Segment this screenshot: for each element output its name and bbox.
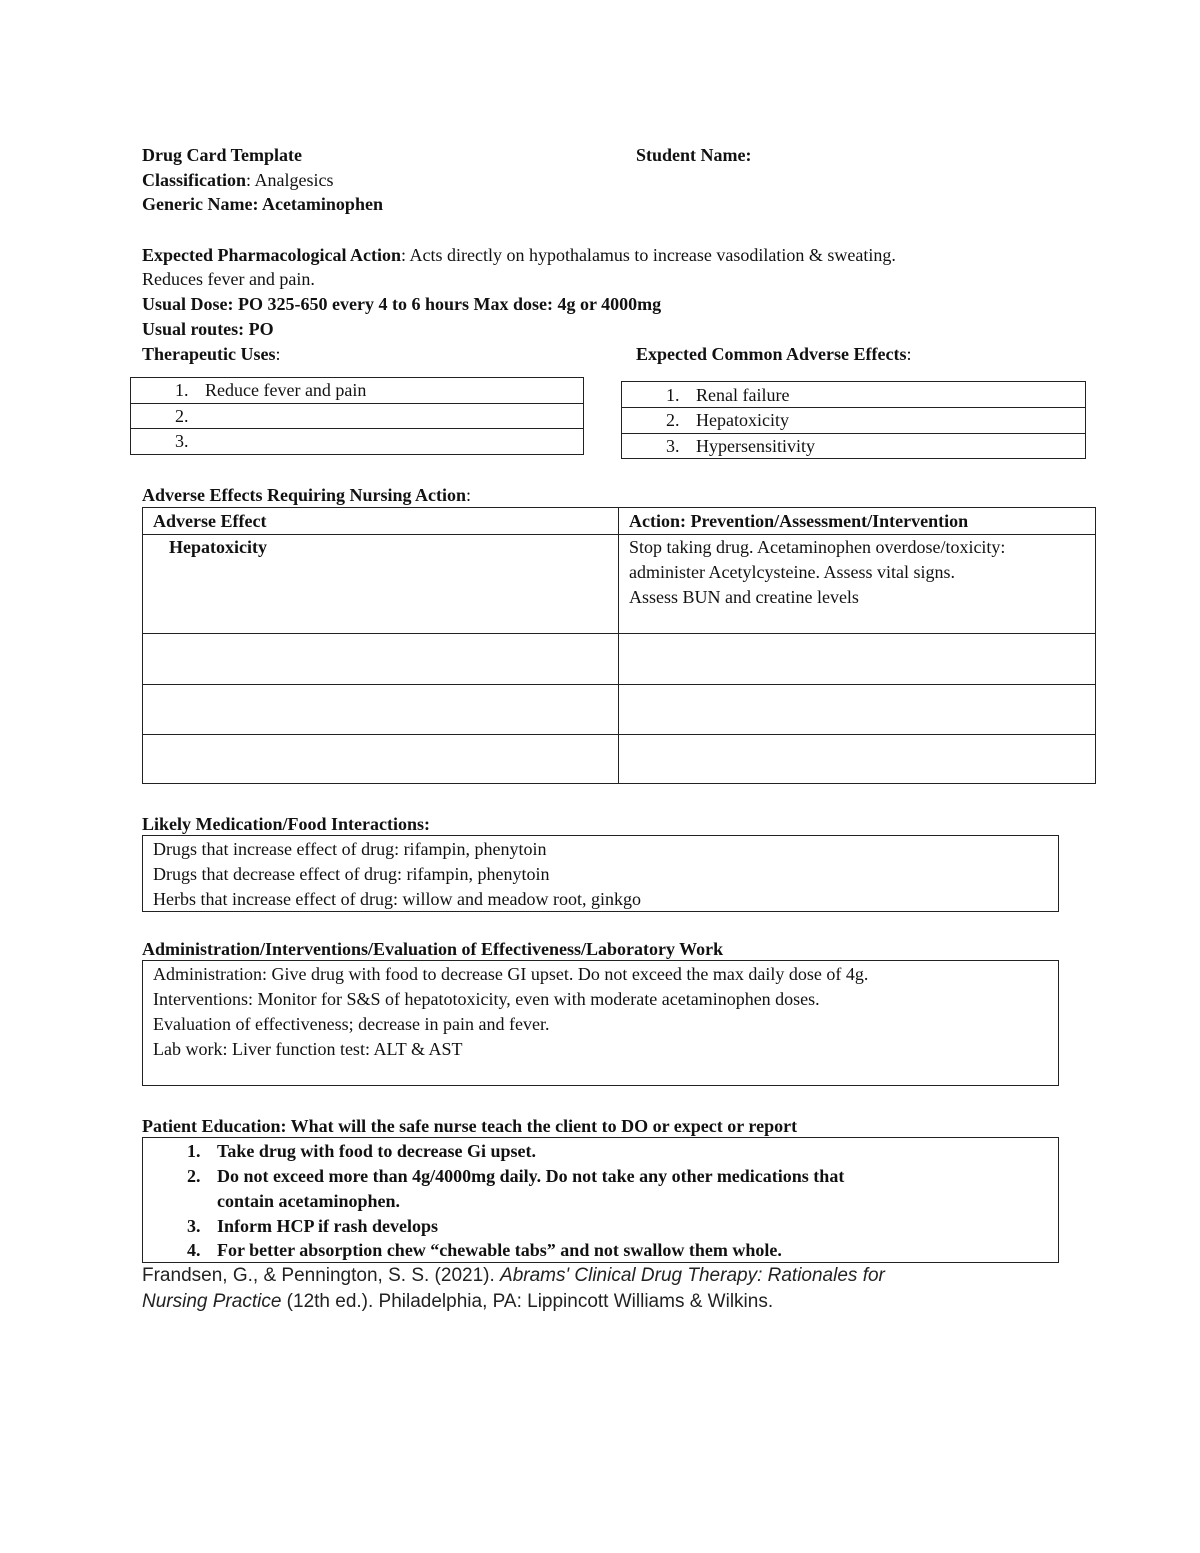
action-cell-line-1: Stop taking drug. Acetaminophen overdose/toxicity: [629, 537, 1006, 557]
therapeutic-uses-table [130, 377, 584, 455]
administration-line-2: Interventions: Monitor for S&S of hepatotoxicity, even with moderate acetaminophen doses. [153, 989, 820, 1009]
adverse-effect-cell: Hepatoxicity [169, 537, 267, 557]
reference-line-2: Nursing Practice (12th ed.). Philadelphia, PA: Lippincott Williams & Wilkins. [142, 1291, 774, 1312]
interaction-line-3: Herbs that increase effect of drug: willow and meadow root, ginkgo [153, 889, 642, 909]
therapeutic-use-1: 1. Reduce fever and pain [175, 380, 367, 400]
interactions-label: Likely Medication/Food Interactions: [142, 814, 430, 834]
therapeutic-use-2: 2. [175, 406, 189, 426]
usual-routes: Usual routes: PO [142, 319, 274, 339]
usual-dose: Usual Dose: PO 325-650 every 4 to 6 hours Max dose: 4g or 4000mg [142, 294, 662, 314]
col-header-action: Action: Prevention/Assessment/Intervention [629, 511, 969, 531]
interaction-line-1: Drugs that increase effect of drug: rifampin, phenytoin [153, 839, 547, 859]
interactions-box [142, 835, 1059, 912]
pharm-action: Expected Pharmacological Action: Acts directly on hypothalamus to increase vasodilation & sweating. [142, 245, 896, 265]
common-adverse-1: 1. Renal failure [666, 385, 790, 405]
action-cell-line-2: administer Acetylcysteine. Assess vital signs. [629, 562, 955, 582]
education-item-2: 2. Do not exceed more than 4g/4000mg daily. Do not take any other medications that [187, 1166, 845, 1186]
administration-line-3: Evaluation of effectiveness; decrease in pain and fever. [153, 1014, 550, 1034]
generic-name: Generic Name: Acetaminophen [142, 194, 383, 214]
col-header-adverse-effect: Adverse Effect [153, 511, 267, 531]
education-item-1: 1. Take drug with food to decrease Gi upset. [187, 1141, 537, 1161]
education-box [142, 1137, 1059, 1263]
action-cell-line-3: Assess BUN and creatine levels [629, 587, 859, 607]
pharm-action-cont: Reduces fever and pain. [142, 269, 315, 289]
administration-line-4: Lab work: Liver function test: ALT & AST [153, 1039, 463, 1059]
administration-label: Administration/Interventions/Evaluation of Effectiveness/Laboratory Work [142, 939, 724, 959]
education-label: Patient Education: What will the safe nurse teach the client to DO or expect or report [142, 1116, 798, 1136]
student-name-label: Student Name: [636, 145, 752, 165]
therapeutic-uses-label: Therapeutic Uses: [142, 344, 281, 364]
common-adverse-label: Expected Common Adverse Effects: [636, 344, 912, 364]
common-adverse-3: 3. Hypersensitivity [666, 436, 815, 456]
common-adverse-table [621, 381, 1086, 459]
education-item-3: 3. Inform HCP if rash develops [187, 1216, 439, 1236]
interaction-line-2: Drugs that decrease effect of drug: rifampin, phenytoin [153, 864, 550, 884]
common-adverse-2: 2. Hepatoxicity [666, 410, 789, 430]
classification: Classification: Analgesics [142, 170, 334, 190]
nursing-action-label: Adverse Effects Requiring Nursing Action: [142, 485, 471, 505]
administration-line-1: Administration: Give drug with food to decrease GI upset. Do not exceed the max daily dose of 4g. [153, 964, 869, 984]
therapeutic-use-3: 3. [175, 431, 189, 451]
doc-title: Drug Card Template [142, 145, 303, 165]
administration-box [142, 960, 1059, 1086]
education-item-4: 4. For better absorption chew “chewable tabs” and not swallow them whole. [187, 1240, 782, 1260]
reference-line-1: Frandsen, G., & Pennington, S. S. (2021). Abrams' Clinical Drug Therapy: Rationales for [142, 1265, 885, 1286]
nursing-action-table [142, 507, 1096, 784]
education-item-2-cont: contain acetaminophen. [217, 1191, 401, 1211]
